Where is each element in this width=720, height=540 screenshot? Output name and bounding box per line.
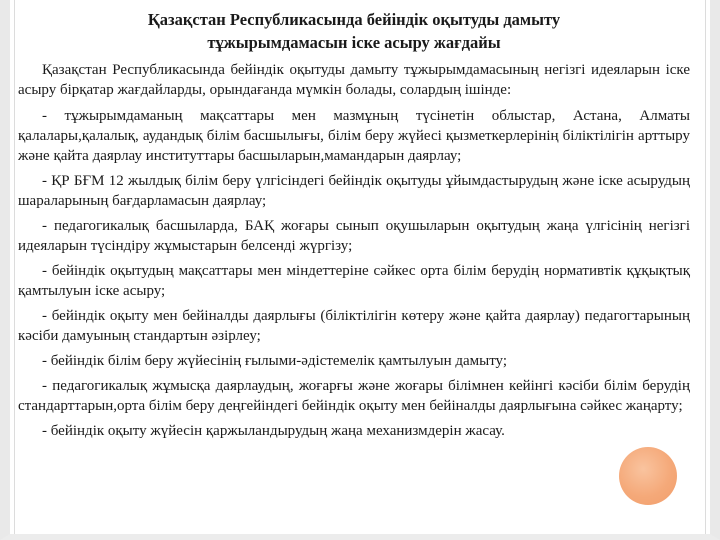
list-item: - бейіндік білім беру жүйесінің ғылыми-әдістемелік қамтылуын дамыту; bbox=[42, 353, 508, 369]
list-item: - тұжырымдаманың мақсаттары мен мазмұның түсінетін облыстар, Астана, Алматы қалалары,қалалық, аудандық білім басшылығы, білім беру жүйесі қызметкерлерінің біліктілігін арттыру және қайта даярлау институттары басшыларын,мамандарын даярлау; bbox=[18, 108, 690, 164]
list-item: - бейіндік оқыту мен бейіналды даярлығы (біліктілігін көтеру және қайта даярлау) педагогтарының кәсіби дамуының стандартын әзірлеу; bbox=[18, 308, 690, 344]
intro-paragraph: Қазақстан Республикасында бейіндік оқытуды дамыту тұжырымдамасының негізгі идеяларын іске асыру бірқатар жағдайларды, орындағанда мүмкін болады, солардың ішінде: bbox=[18, 62, 690, 98]
slide-title bbox=[18, 8, 690, 54]
slide-title-line2: тұжырымдамасын іске асыру жағдайы bbox=[207, 33, 501, 52]
list-item: - педагогикалық басшыларда, БАҚ жоғары сынып оқушыларын оқытудың жаңа үлгісінің негізгі идеяларын түсіндіру жұмыстарын белсенді жүргізу; bbox=[18, 218, 690, 254]
list-item: - бейіндік оқыту жүйесін қаржыландырудың жаңа механизмдерін жасау. bbox=[42, 423, 505, 439]
list-item: - педагогикалық жұмысқа даярлаудың, жоғарғы және жоғары білімнен кейінгі кәсіби білім берудің стандарттарын,орта білім беру деңгейіндегі бейіндік оқыту мен бейіналды даярлығына сәйкес жаңарту; bbox=[18, 378, 690, 414]
orange-circle-decoration bbox=[619, 447, 677, 505]
list-item: - бейіндік оқытудың мақсаттары мен міндеттеріне сәйкес орта білім берудің нормативтік құқықтық қамтылуын іске асыру; bbox=[18, 263, 690, 299]
slide-title-line1: Қазақстан Республикасында бейіндік оқытуды дамыту bbox=[147, 10, 561, 29]
slide-content bbox=[18, 8, 690, 446]
list-item: - ҚР БҒМ 12 жылдық білім беру үлгісіндегі бейіндік оқытуды ұйымдастырудың және іске асырудың шараларының бағдарламасын даярлау; bbox=[18, 173, 690, 209]
